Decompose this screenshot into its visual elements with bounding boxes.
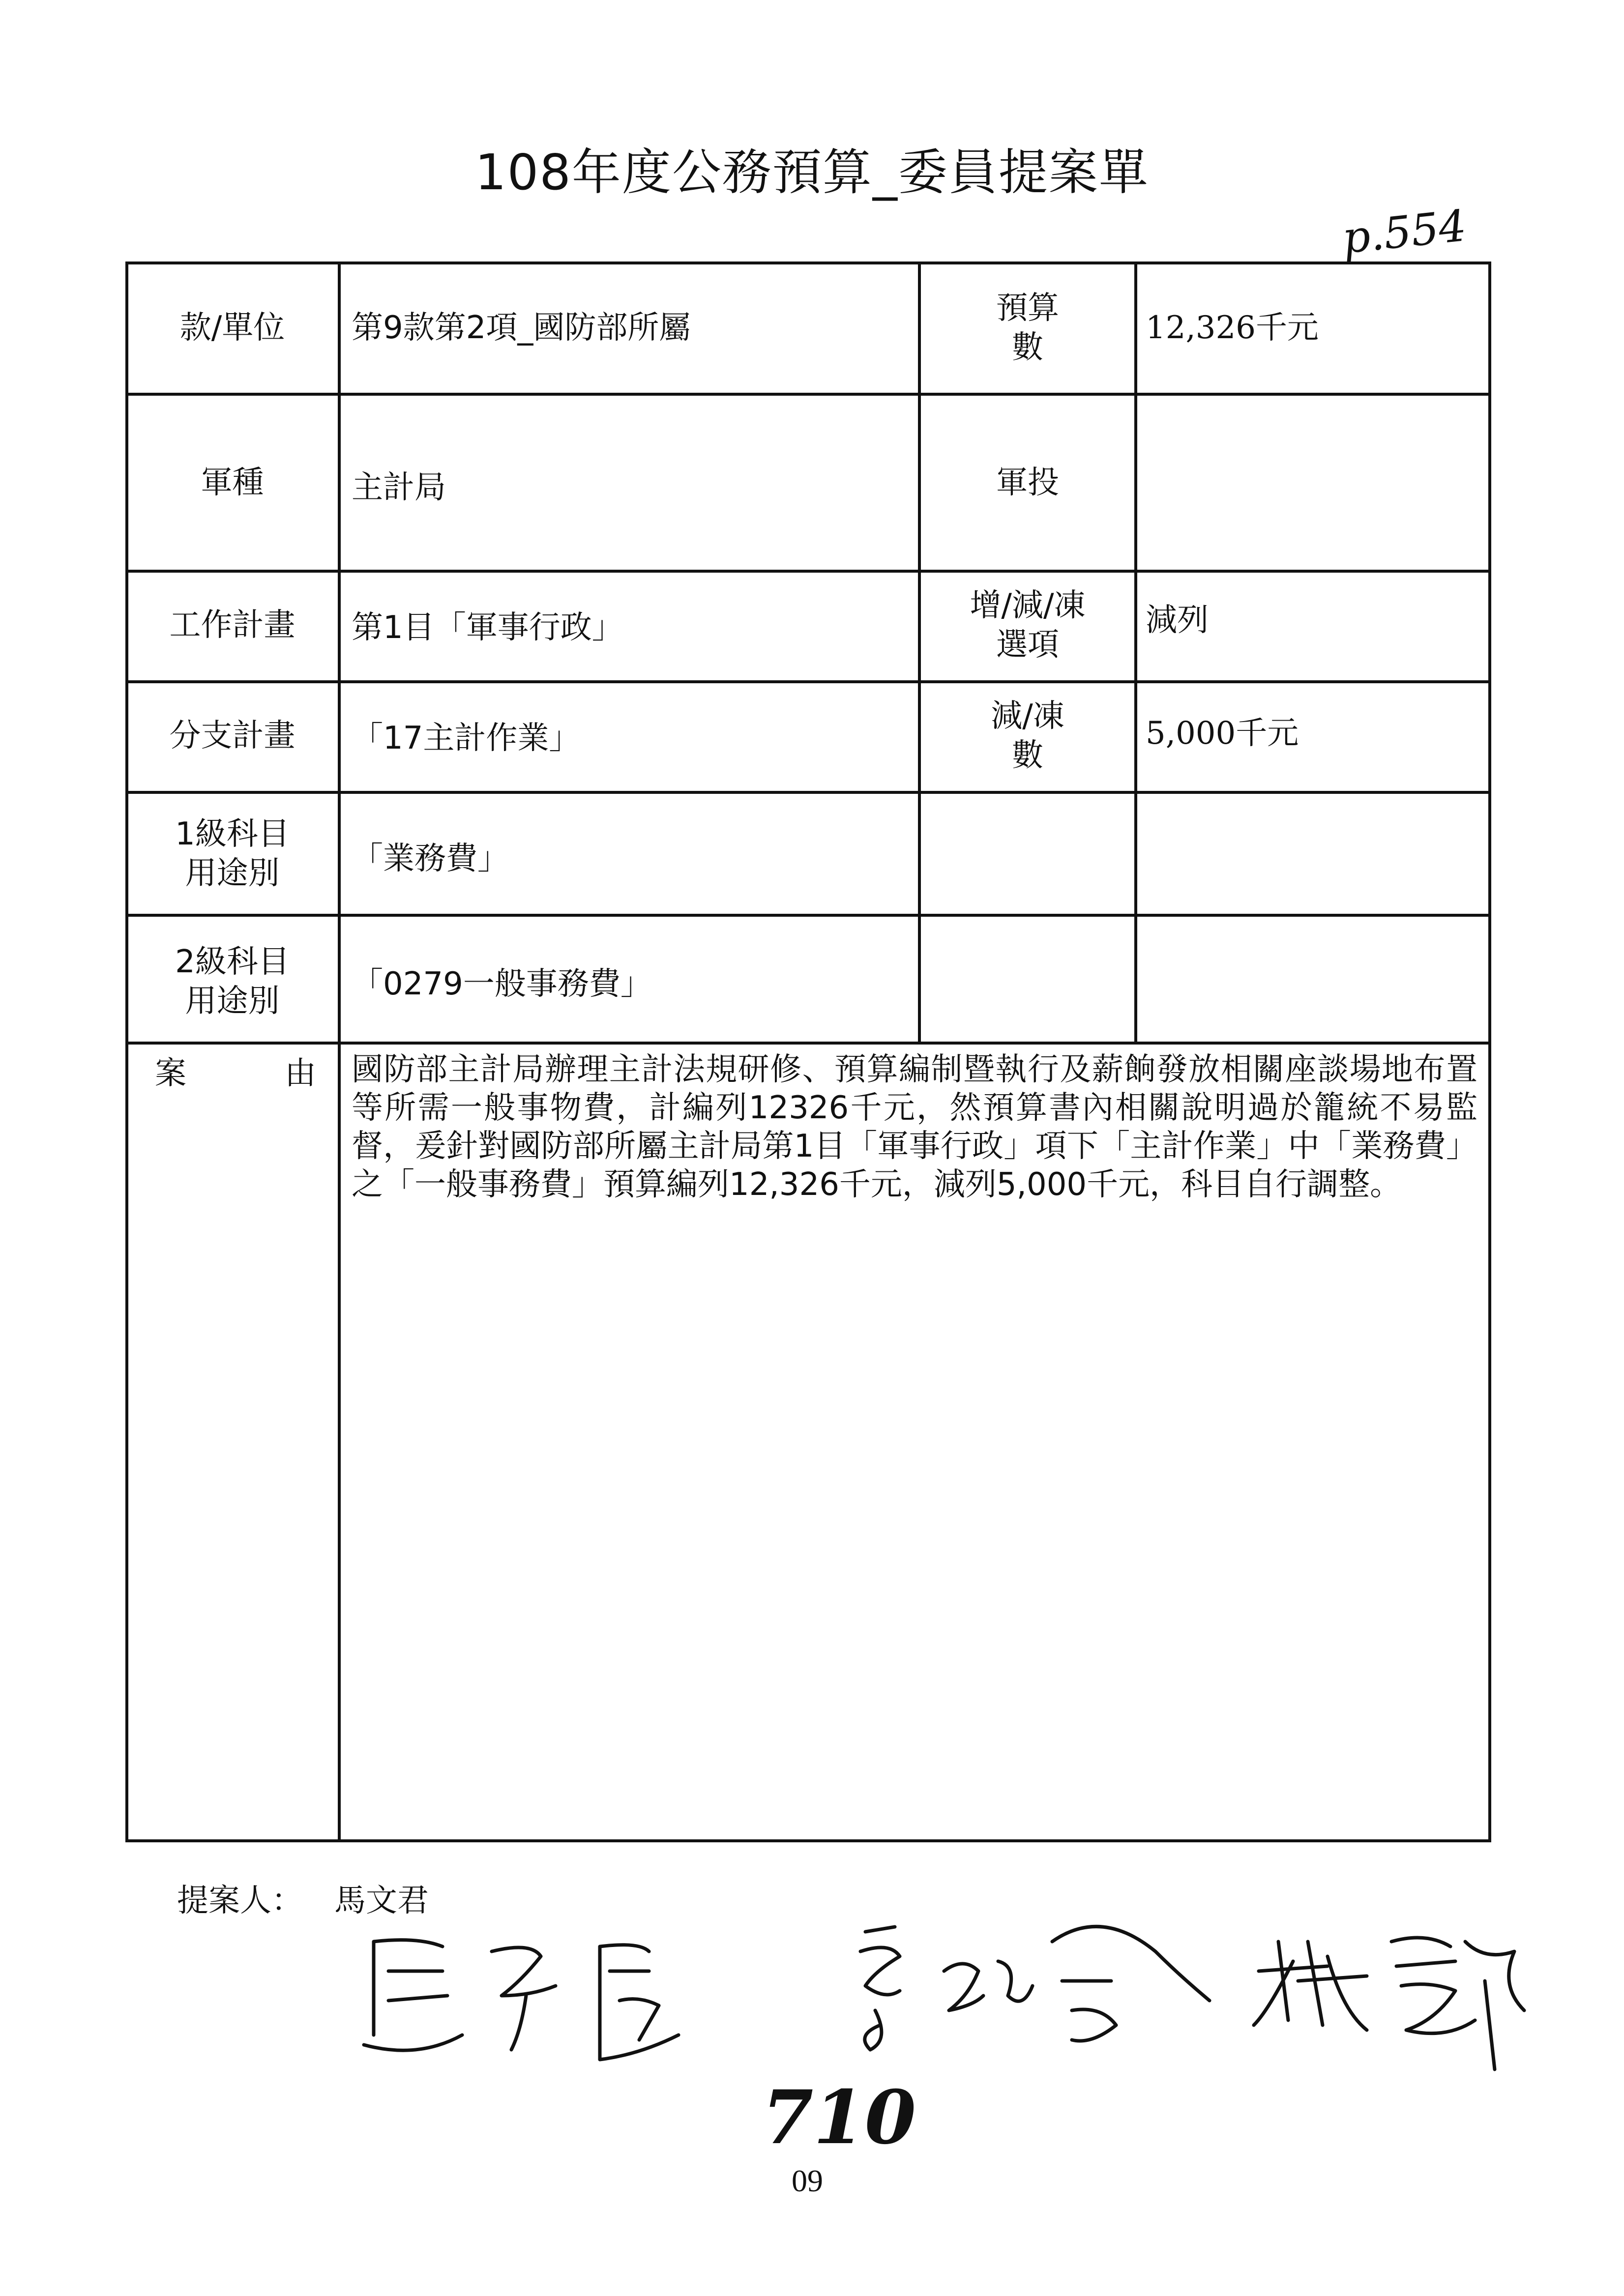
row3-side-label-1: 增/減/凍 [970, 587, 1086, 624]
document-title: 108年度公務預算_委員提案單 [475, 144, 1149, 201]
signature-1 [364, 1940, 679, 2060]
row2-side-label: 軍投 [996, 465, 1059, 501]
stamp-number: 710 [762, 2074, 916, 2161]
row4-side-label-1: 減/凍 [991, 698, 1064, 734]
row1-label: 款/單位 [179, 310, 285, 346]
proposal-form [125, 262, 1491, 1842]
row2-value: 主計局 [352, 469, 446, 506]
row4-side-label-2: 數 [1012, 737, 1043, 774]
row6-label-1: 2級科目 [175, 944, 290, 980]
signature-2 [860, 1926, 1210, 2050]
row3-label: 工作計畫 [169, 607, 295, 643]
row2-label: 軍種 [201, 465, 264, 501]
row5-label-2: 用途別 [185, 855, 280, 892]
page-number: 09 [792, 2163, 823, 2198]
row1-side-label-1: 預算 [996, 290, 1059, 326]
proposer-label: 提案人： [177, 1883, 303, 1919]
budget-amount: 12,326千元 [1146, 310, 1319, 346]
proposer-name: 馬文君 [334, 1883, 429, 1919]
row6-value: 「0279一般事務費」 [352, 966, 652, 1002]
row4-label: 分支計畫 [169, 718, 295, 754]
row5-value: 「業務費」 [352, 841, 509, 877]
row4-value: 「17主計作業」 [352, 720, 581, 756]
row3-side-value: 減列 [1146, 602, 1209, 639]
row3-value: 第1目「軍事行政」 [352, 610, 623, 646]
reduction-amount: 5,000千元 [1146, 715, 1299, 752]
signature-3 [1254, 1938, 1524, 2069]
handwritten-signatures [344, 1912, 1573, 2079]
row5-label-1: 1級科目 [175, 816, 290, 852]
page-reference-note: p.554 [1340, 200, 1469, 263]
reason-label: 案由 [155, 1055, 414, 1092]
reason-text: 國防部主計局辦理主計法規研修、預算編制暨執行及薪餉發放相關座談場地布置等所需一般事物費，計編列12326千元，然預算書內相關說明過於籠統不易監督，爰針對國防部所屬主計局第1目「軍事行政」項下「主計作業」中「業務費」之「一般事務費」預算編列12,326千元，減列5,000千元，科目自行調整。 [352, 1051, 1477, 1203]
row1-side-label-2: 數 [1012, 329, 1043, 366]
row1-value: 第9款第2項_國防部所屬 [352, 310, 691, 346]
row6-label-2: 用途別 [185, 983, 280, 1019]
row3-side-label-2: 選項 [996, 627, 1059, 663]
